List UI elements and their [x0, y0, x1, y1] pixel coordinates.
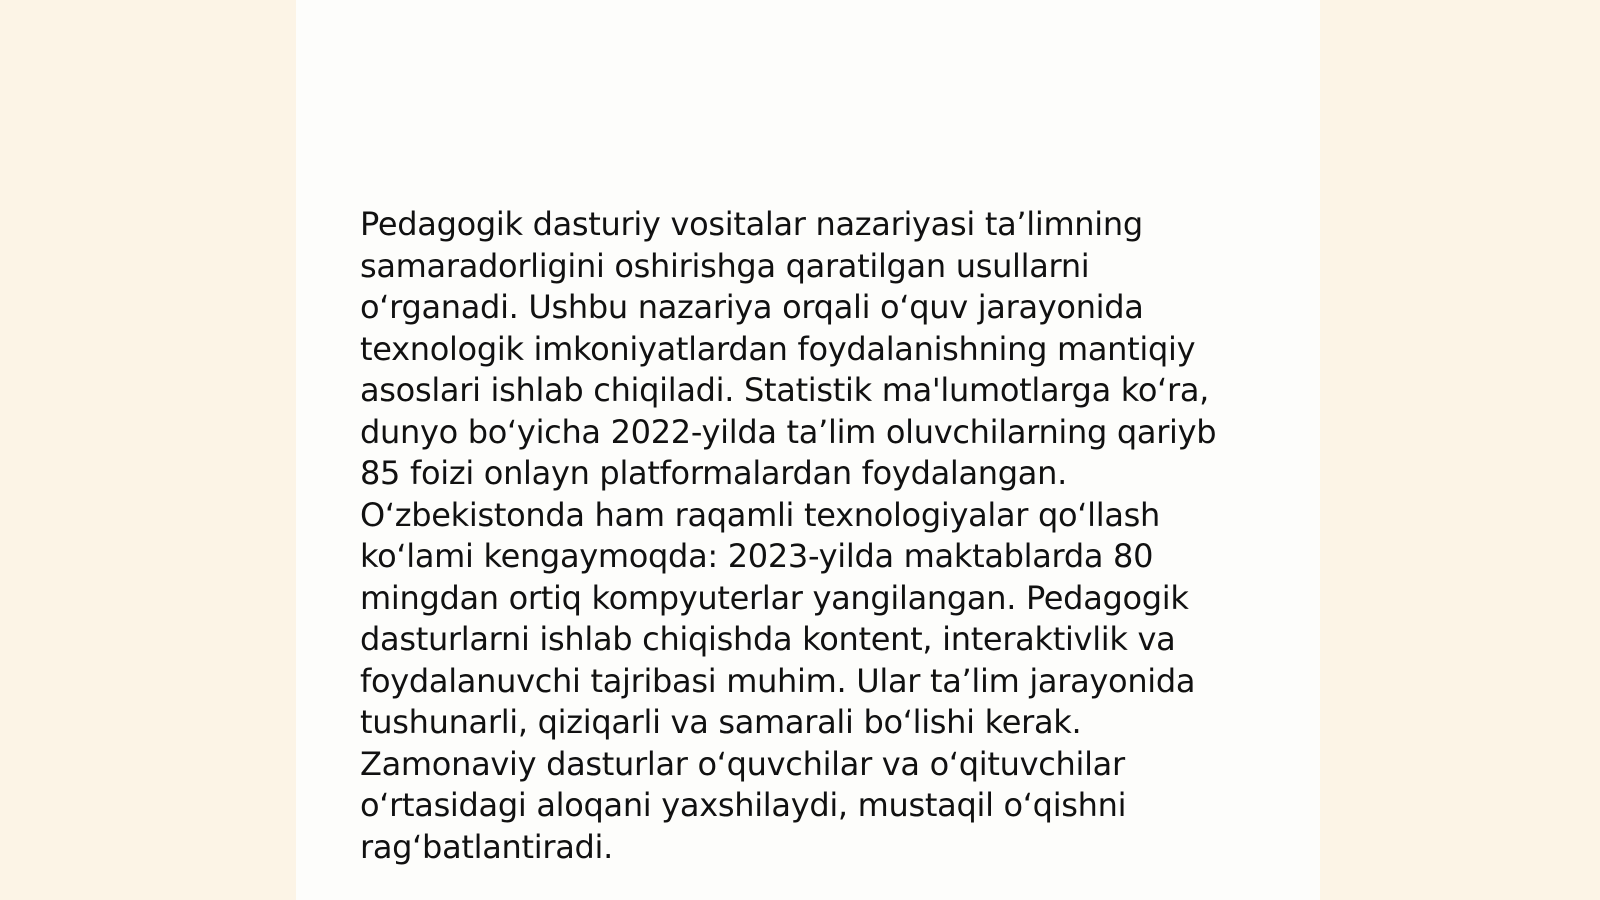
paragraph-line: o‘rtasidagi aloqani yaxshilaydi, mustaqil o‘qishni — [360, 786, 1127, 824]
paragraph-line: foydalanuvchi tajribasi muhim. Ular ta’lim jarayonida — [360, 661, 1196, 700]
paragraph-line: 85 foizi onlayn platformalardan foydalangan. — [360, 454, 1067, 492]
paragraph-line: mingdan ortiq kompyuterlar yangilangan. Pedagogik — [360, 578, 1189, 617]
paragraph-line: rag‘batlantiradi. — [360, 827, 613, 866]
paragraph-line: tushunarli, qiziqarli va samarali bo‘lishi kerak. — [360, 703, 1082, 741]
document-page — [296, 0, 1320, 900]
paragraph-line: Pedagogik dasturiy vositalar nazariyasi ta’limning — [360, 205, 1143, 243]
paragraph-line: dasturlarni ishlab chiqishda kontent, interaktivlik va — [360, 620, 1176, 658]
body-paragraph — [360, 204, 1260, 868]
paragraph-line: samaradorligini oshirishga qaratilgan usullarni — [360, 246, 1090, 285]
paragraph-line: Zamonaviy dasturlar o‘quvchilar va o‘qituvchilar — [360, 744, 1125, 783]
paragraph-line: O‘zbekistonda ham raqamli texnologiyalar qo‘llash — [360, 495, 1161, 534]
paragraph-line: ko‘lami kengaymoqda: 2023-yilda maktablarda 80 — [360, 537, 1154, 575]
paragraph-line: dunyo bo‘yicha 2022-yilda ta’lim oluvchilarning qariyb — [360, 412, 1217, 451]
paragraph-line: o‘rganadi. Ushbu nazariya orqali o‘quv jarayonida — [360, 288, 1144, 326]
paragraph-line: asoslari ishlab chiqiladi. Statistik ma'lumotlarga ko‘ra, — [360, 371, 1210, 409]
paragraph-line: texnologik imkoniyatlardan foydalanishning mantiqiy — [360, 329, 1196, 368]
